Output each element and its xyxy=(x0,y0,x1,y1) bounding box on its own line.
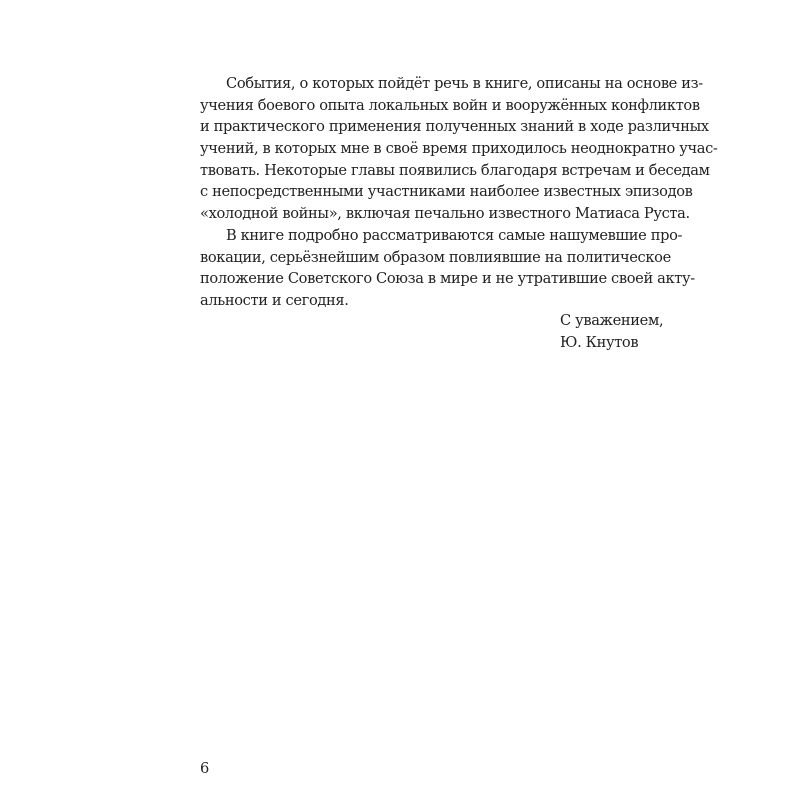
text-line: учения боевого опыта локальных войн и вооружённых конфликтов xyxy=(200,96,700,114)
text-line: учений, в которых мне в своё время приходилось неоднократно учас- xyxy=(200,140,718,158)
text-line: альности и сегодня. xyxy=(200,291,349,309)
text-line: твовать. Некоторые главы появились благодаря встречам и беседам xyxy=(200,161,710,179)
signature-author: Ю. Кнутов xyxy=(560,333,639,351)
body-text xyxy=(200,73,718,312)
signature-closing: С уважением, xyxy=(560,312,664,329)
text-line: положение Советского Союза в мире и не утратившие своей акту- xyxy=(200,270,695,288)
text-line: и практического применения полученных знаний в ходе различных xyxy=(200,118,709,136)
text-line: с непосредственными участниками наиболее известных эпизодов xyxy=(200,183,693,201)
text-line: События, о которых пойдёт речь в книге, описаны на основе из- xyxy=(226,75,703,92)
signature xyxy=(480,310,664,353)
text-line: В книге подробно рассматриваются самые нашумевшие про- xyxy=(226,226,683,244)
paragraph-2 xyxy=(200,225,695,312)
text-line: «холодной войны», включая печально известного Матиаса Руста. xyxy=(200,205,690,223)
text-line: вокации, серьёзнейшим образом повлиявшие на политическое xyxy=(200,248,671,266)
page-number: 6 xyxy=(200,760,210,777)
paragraph-1 xyxy=(200,73,718,225)
